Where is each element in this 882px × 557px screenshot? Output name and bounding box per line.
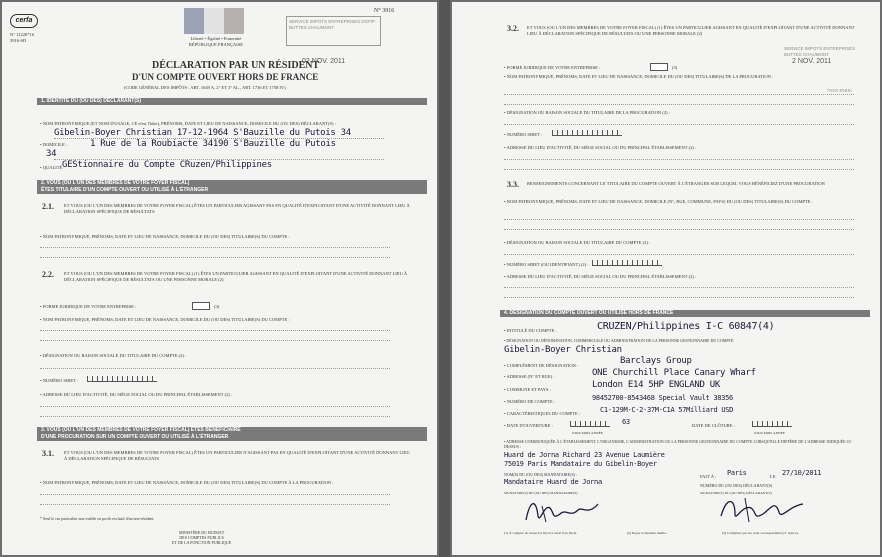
s4-sig-label-left: SIGNATURE(S) DU (OU DES) MANDATAIRE(S) xyxy=(504,491,578,495)
s32-siret-label: • NUMÉRO SIRET : xyxy=(504,132,543,137)
form-title-line2: D'UN COMPTE OUVERT HORS DE FRANCE xyxy=(132,72,319,82)
s1-quality-value[interactable]: GEStionnaire du Compte CRuzen/Philippines xyxy=(62,160,272,170)
s33-nom-label: • NOM PATRONYMIQUE, PRÉNOMS, DATE ET LIEU DE NAISSANCE, DOMICILE (N°, RUE, COMMUNE, PAYS) DU (OU DES) TITULAIRE(S) DU COMPTE : xyxy=(504,199,813,204)
tax-office-stamp: SERVICE IMPOTS ENTREPRISES DGFiP BUTTES CHAUMONT xyxy=(286,16,381,46)
section2-header: 2. VOUS (OU L'UN DES MEMBRES DE VOTRE FOYER FISCAL) ÊTES TITULAIRE D'UN COMPTE OUVERT OU UTILISÉ À L'ÉTRANGER xyxy=(37,180,427,194)
cerfa-logo: cerfa xyxy=(10,14,38,28)
s31-field-label: • NOM PATRONYMIQUE, PRÉNOMS, DATE ET LIEU DE NAISSANCE, DOMICILE DU (OU DES) TITULAIRE(S) DU COMPTE À LA PROCURATION : xyxy=(40,480,334,485)
s32-forme-label: • FORME JURIDIQUE DE VOTRE ENTREPRISE : xyxy=(504,65,601,70)
s32-designation-label: • DÉSIGNATION OU RAISON SOCIALE DU TITULAIRE DE LA PROCURATION (2) : xyxy=(504,110,670,115)
s4-caract-value[interactable]: C1-129M-C-2-37M-C1A 57Milliard USD xyxy=(600,406,734,414)
s4-intitule-label: • INTITULÉ DU COMPTE : xyxy=(504,328,557,333)
s31-text: ET VOUS (OU L'UN DES MEMBRES DE VOTRE FOYER FISCAL) ÊTES UN PARTICULIER N'AGISSANT PAS EN QUALITÉ D'EXPLOITANT D'UNE ACTIVITÉ DONNANT LIEU À DÉCLARATION SPÉCIFIQUE DE RÉSULTATS xyxy=(64,450,410,461)
s4-designation-label: • DÉSIGNATION OU DÉNOMINATION, COMMERCIALE OU ADMINISTRATION DE LA PERSONNE GESTIONNAIRE DU COMPTE xyxy=(504,338,734,343)
s4-caract-label: • CARACTÉRISTIQUES DU COMPTE : xyxy=(504,411,581,416)
s33-adresse-label: • ADRESSE DU LIEU D'ACTIVITÉ, DU SIÈGE SOCIAL OU DU PRINCIPAL ÉTABLISSEMENT (2) : xyxy=(504,274,697,279)
s4-sig-label-right: SIGNATURE(S) DU (OU DES) DÉCLARANT(S) xyxy=(700,491,772,495)
s33-number: 3.3. xyxy=(507,180,519,189)
form-number: N° 3916 xyxy=(374,8,395,14)
s4-complement-value[interactable]: Barclays Group xyxy=(620,356,692,366)
form-page-right xyxy=(452,2,880,555)
s4-commune-label: • COMMUNE ET PAYS : xyxy=(504,387,551,392)
s22-forme-box[interactable] xyxy=(192,302,210,310)
s4-adresse-label: • ADRESSE (N° ET RUE) : xyxy=(504,374,555,379)
s1-name-label: • NOM PATRONYMIQUE (ET NOM D'USAGE, CE n'est l'hôte), PRÉNOMS, DATE ET LIEU DE NAISSANCE, DOMICILE DU (OU DES) DÉCLARANT(S) : xyxy=(40,121,336,126)
s4-cloture-label: DATE DE CLÔTURE : xyxy=(692,423,735,428)
s4-adresse-comm-value[interactable]: Huard de Jorna Richard 23 Avenue Laumière xyxy=(504,451,665,459)
s4-ouverture-units: JOUR MOIS ANNÉE xyxy=(572,431,603,435)
footnote-2: (2) Rayer la mention inutile. xyxy=(627,531,667,535)
s4-commune-value[interactable]: London E14 5HP ENGLAND UK xyxy=(592,380,720,390)
s4-le-label: LE xyxy=(770,474,776,479)
s1-quality-label: • QUALITÉ : xyxy=(40,165,65,170)
section3-header: 3. VOUS (OU L'UN DES MEMBRES DE VOTRE FOYER FISCAL) ÊTES BÉNÉFICIAIRE D'UNE PROCURATION SUR UN COMPTE OUVERT OU UTILISÉ À L'ÉTRANGER xyxy=(37,427,427,441)
form-page-left xyxy=(2,2,437,555)
s32-forme-box[interactable] xyxy=(650,63,668,71)
s1-name-value[interactable]: Gibelin-Boyer Christian 17-12-1964 S'Bauzille du Putois 34 xyxy=(54,128,351,138)
s4-intitule-value[interactable]: CRUZEN/Philippines I-C 60847(4) xyxy=(597,321,775,332)
s4-numero-value[interactable]: 98452700-8543468 Special Vault 38356 xyxy=(592,394,733,402)
s4-adresse-value[interactable]: ONE Churchill Place Canary Wharf xyxy=(592,368,756,378)
s22-forme-note: (3) xyxy=(214,304,220,309)
s32-adresse-label: • ADRESSE DU LIEU D'ACTIVITÉ, DU SIÈGE SOCIAL OU DU PRINCIPAL ÉTABLISSEMENT (2) : xyxy=(504,145,697,150)
tax-office-stamp-right: SERVICE IMPOTS ENTREPRISES BUTTES CHAUMONT xyxy=(784,46,856,57)
s22-forme-label: • FORME JURIDIQUE DE VOTRE ENTREPRISE : xyxy=(40,304,137,309)
s22-number: 2.2. xyxy=(42,270,54,279)
s32-siret-boxes[interactable] xyxy=(552,130,622,137)
s21-text: ET VOUS (OU L'UN DES MEMBRES DE VOTRE FOYER FISCAL) ÊTES UN PARTICULIER AGISSANT PAS EN QUALITÉ D'EXPLOITANT D'UNE ACTIVITÉ DONNANT LIEU À DÉCLARATION SPÉCIFIQUE DE RÉSULTATS xyxy=(64,203,410,214)
s4-designation-value[interactable]: Gibelin-Boyer Christian xyxy=(504,345,622,355)
s22-siret-boxes[interactable] xyxy=(87,376,157,383)
s32-forme-note: (3) xyxy=(672,65,678,70)
stamp-city: 75019 PARIS xyxy=(827,88,852,93)
section4-header: 4. DÉSIGNATION DU COMPTE OUVERT OU UTILISÉ HORS DE FRANCE xyxy=(500,310,870,317)
s4-nom-mandataire-value[interactable]: Mandataire Huard de Jorna xyxy=(504,478,602,486)
s21-field-label: • NOM PATRONYMIQUE, PRÉNOMS, DATE ET LIEU DE NAISSANCE, DOMICILE DU (OU DES) TITULAIRE(S) DU COMPTE : xyxy=(40,234,290,239)
section1-header: 1. IDENTITÉ DU (OU DES) DÉCLARANT(S) xyxy=(37,98,427,105)
s33-designation-label: • DÉSIGNATION OU RAISON SOCIALE DU TITULAIRE DU COMPTE (2) : xyxy=(504,240,651,245)
s4-date-value[interactable]: 27/10/2011 xyxy=(782,469,822,477)
marianne-logo xyxy=(184,8,244,34)
s4-cloture-units: JOUR MOIS ANNÉE xyxy=(754,431,785,435)
s1-domicile-value[interactable]: 1 Rue de la Roubiacte 34190 S'Bauzille du Putois xyxy=(90,139,336,149)
s4-adresse-comm-label: • ADRESSE COMMUNIQUÉE À L'ÉTABLISSEMENT, L'ORGANISME, L'ADMINISTRATION OU LA PERSONNE GESTIONNAIRE DU COMPTE LORSQU'ELLE DIFFÈRE DE L'ADRESSE INDIQUÉE CI-DESSUS : xyxy=(504,439,852,449)
form-title-line1: DÉCLARATION PAR UN RÉSIDENT xyxy=(152,60,320,71)
s21-number: 2.1. xyxy=(42,202,54,211)
s1-domicile-value2[interactable]: 34 xyxy=(46,149,57,159)
s33-text: RENSEIGNEMENTS CONCERNANT LE TITULAIRE DU COMPTE OUVERT À L'ÉTRANGER SUR LEQUEL VOUS BÉNÉFICIEZ D'UNE PROCURATION xyxy=(527,181,825,186)
stamp-date-right: 2 NOV. 2011 xyxy=(792,58,832,65)
footnote-1: (1) À compter de l'exercice fiscal à venir four fiscal. xyxy=(504,531,578,535)
s33-siret-label: • NUMÉRO SIRET (OU IDENTIFIANT) (2) : xyxy=(504,262,589,267)
s32-text: ET VOUS (OU L'UN DES MEMBRES DE VOTRE FOYER FISCAL) (1) ÊTES UN PARTICULIER AGISSANT EN QUALITÉ D'EXPLOITANT D'UNE ACTIVITÉ DONNANT LIEU À DÉCLARATION SPÉCIFIQUE DE RÉSULTATS OU UNE PERSONNE MORALE (2) xyxy=(527,25,855,36)
s32-number: 3.2. xyxy=(507,24,519,33)
s4-ouverture-label: • DATE D'OUVERTURE : xyxy=(504,423,553,428)
s22-designation-label: • DÉSIGNATION OU RAISON SOCIALE DU TITULAIRE DU COMPTE (2) : xyxy=(40,353,187,358)
s4-complement-label: • COMPLÉMENT DE DÉSIGNATION : xyxy=(504,363,579,368)
s4-nom-mandataire-label: NOM(S) DU (OU DES) MANDATAIRE(S) : xyxy=(504,472,578,477)
republique-label: Liberté • Égalité • Fraternité RÉPUBLIQUE FRANÇAISE xyxy=(188,36,244,47)
s22-adresse-label: • ADRESSE DU LIEU D'ACTIVITÉ, DU SIÈGE SOCIAL OU DU PRINCIPAL ÉTABLISSEMENT (2) : xyxy=(40,392,233,397)
stamp-date: 02 NOV. 2011 xyxy=(302,58,346,65)
footnote: * Seul le cas particulier non visible ou profit exclusif d'un non-résident. xyxy=(40,516,155,521)
s4-cloture-boxes[interactable] xyxy=(752,421,792,428)
s32-nom-label: • NOM PATRONYMIQUE, PRÉNOMS, DATE ET LIEU DE NAISSANCE, DOMICILE DU (OU DES) TITULAIRE(S) DE LA PROCURATION : xyxy=(504,74,774,79)
ministry-footer: MINISTÈRE DU BUDGET DES COMPTES PUBLICS ET DE LA FONCTION PUBLIQUE xyxy=(172,530,232,545)
s4-fait-value[interactable]: Paris xyxy=(727,469,747,477)
s22-text: ET VOUS (OU L'UN DES MEMBRES DE VOTRE FOYER FISCAL) (1) ÊTES UN PARTICULIER AGISSANT EN QUALITÉ D'EXPLOITANT D'UNE ACTIVITÉ DONNANT LIEU À DÉCLARATION SPÉCIFIQUE DE RÉSULTATS OU UNE PERSONNE MORALE (2) xyxy=(64,271,408,282)
s4-numero-label: • NUMÉRO DE COMPTE : xyxy=(504,399,556,404)
s4-ouverture-value[interactable]: 63 xyxy=(622,418,630,426)
declarant-signature xyxy=(717,492,807,526)
page-divider xyxy=(439,0,450,557)
s4-fait-label: FAIT À : xyxy=(700,474,717,479)
cerfa-numbers: N° 11226*16 3916-SD xyxy=(10,32,35,43)
s33-siret-boxes[interactable] xyxy=(592,260,662,267)
mandataire-signature xyxy=(522,494,602,526)
s4-adresse-comm-value2[interactable]: 75019 Paris Mandataire du Gibelin-Boyer xyxy=(504,460,657,468)
form-subtitle: (CODE GÉNÉRAL DES IMPÔTS : ART. 1649 A, 2° ET 3° AL., ART. 1736 ET 1758 IV) xyxy=(124,85,286,90)
side-print-text xyxy=(0,257,3,333)
s22-nom-label: • NOM PATRONYMIQUE, PRÉNOMS, DATE ET LIEU DE NAISSANCE, DOMICILE DU (OU DES) TITULAIRE(S) DU COMPTE : xyxy=(40,317,290,322)
s1-domicile-label: • DOMICILE : xyxy=(40,142,68,147)
s22-siret-label: • NUMÉRO SIRET : xyxy=(40,378,79,383)
s4-numero-declarant: NUMÉRO DU (OU DES) DÉCLARANT(S) xyxy=(700,483,773,488)
s4-ouverture-boxes[interactable] xyxy=(570,421,610,428)
footnote-3: (3) Compléter par les code correspondants (cf. notice). xyxy=(722,531,799,535)
s31-number: 3.1. xyxy=(42,449,54,458)
